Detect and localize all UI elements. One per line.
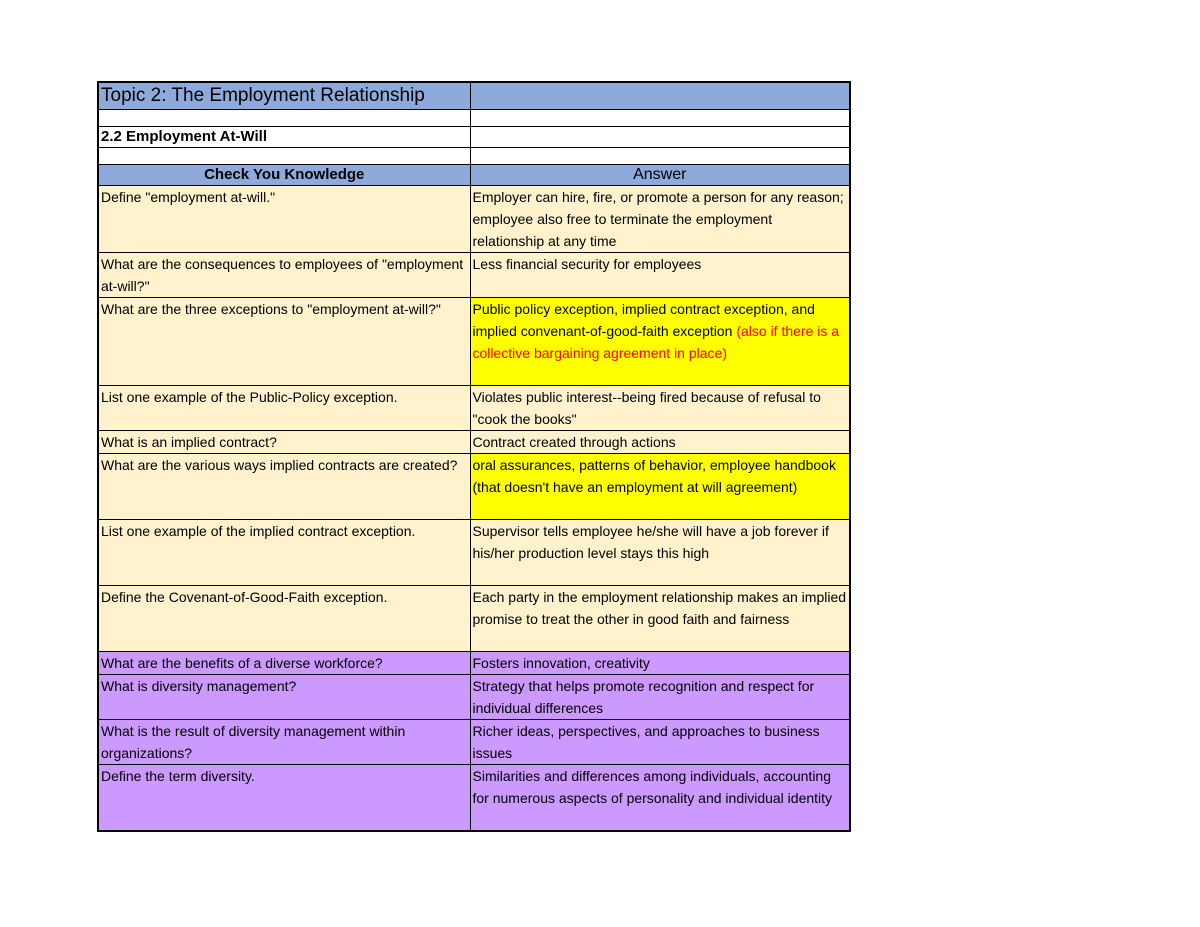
table-row [98,431,850,454]
table-row [98,386,850,431]
table-row [98,675,850,720]
title-empty-cell [470,82,850,110]
question-header: Check You Knowledge [98,165,470,186]
blank-cell [470,110,850,127]
answer-cell [470,765,850,831]
answer-cell [470,386,850,431]
answer-text: Strategy that helps promote recognition and respect for individual differences [472,678,815,716]
blank-cell [98,148,470,165]
page-title: Topic 2: The Employment Relationship [98,82,470,110]
title-row [98,82,850,110]
question-cell: Define the term diversity. [98,765,470,831]
table-row [98,454,850,520]
table-row [98,586,850,652]
table-row [98,720,850,765]
answer-text: Violates public interest--being fired because of refusal to "cook the books" [472,389,821,427]
table-row [98,652,850,675]
question-cell: List one example of the implied contract exception. [98,520,470,586]
blank-row [98,110,850,127]
question-cell: What is diversity management? [98,675,470,720]
answer-cell [470,186,850,253]
blank-cell [98,110,470,127]
answer-header: Answer [470,165,850,186]
answer-cell [470,520,850,586]
table-row [98,765,850,831]
answer-note: (also if there is a collective bargaining agreement in place) [472,323,840,361]
answer-text: oral assurances, patterns of behavior, employee handbook (that doesn't have an employment at will agreement) [472,457,836,495]
table-row [98,520,850,586]
answer-cell [470,298,850,386]
question-cell: What is the result of diversity management within organizations? [98,720,470,765]
header-row [98,165,850,186]
question-cell: What is an implied contract? [98,431,470,454]
blank-cell [470,148,850,165]
answer-text: Fosters innovation, creativity [472,655,650,671]
answer-text: Contract created through actions [472,434,676,450]
answer-cell [470,720,850,765]
question-cell: Define the Covenant-of-Good-Faith exception. [98,586,470,652]
question-cell: What are the benefits of a diverse workforce? [98,652,470,675]
question-cell: What are the consequences to employees of "employment at-will?" [98,253,470,298]
table-row [98,298,850,386]
answer-cell [470,586,850,652]
answer-cell [470,253,850,298]
question-cell: What are the various ways implied contracts are created? [98,454,470,520]
question-cell: Define "employment at-will." [98,186,470,253]
answer-text: Employer can hire, fire, or promote a person for any reason; employee also free to terminate the employment relationship at any time [472,189,844,249]
section-row [98,127,850,148]
table-row [98,186,850,253]
section-title: 2.2 Employment At-Will [98,127,470,148]
table-row [98,253,850,298]
question-cell: What are the three exceptions to "employment at-will?" [98,298,470,386]
answer-text: Each party in the employment relationship makes an implied promise to treat the other in good faith and fairness [472,589,847,627]
answer-cell [470,675,850,720]
answer-text: Richer ideas, perspectives, and approaches to business issues [472,723,820,761]
answer-text: Public policy exception, implied contract exception, and implied convenant-of-good-faith exception [472,301,815,339]
answer-text: Supervisor tells employee he/she will have a job forever if his/her production level stays this high [472,523,829,561]
question-cell: List one example of the Public-Policy exception. [98,386,470,431]
answer-text: Less financial security for employees [472,256,702,272]
answer-text: Similarities and differences among individuals, accounting for numerous aspects of personality and individual identity [472,768,833,806]
answer-cell [470,431,850,454]
answer-cell [470,652,850,675]
blank-row [98,148,850,165]
knowledge-table [97,81,851,832]
answer-cell [470,454,850,520]
section-empty-cell [470,127,850,148]
